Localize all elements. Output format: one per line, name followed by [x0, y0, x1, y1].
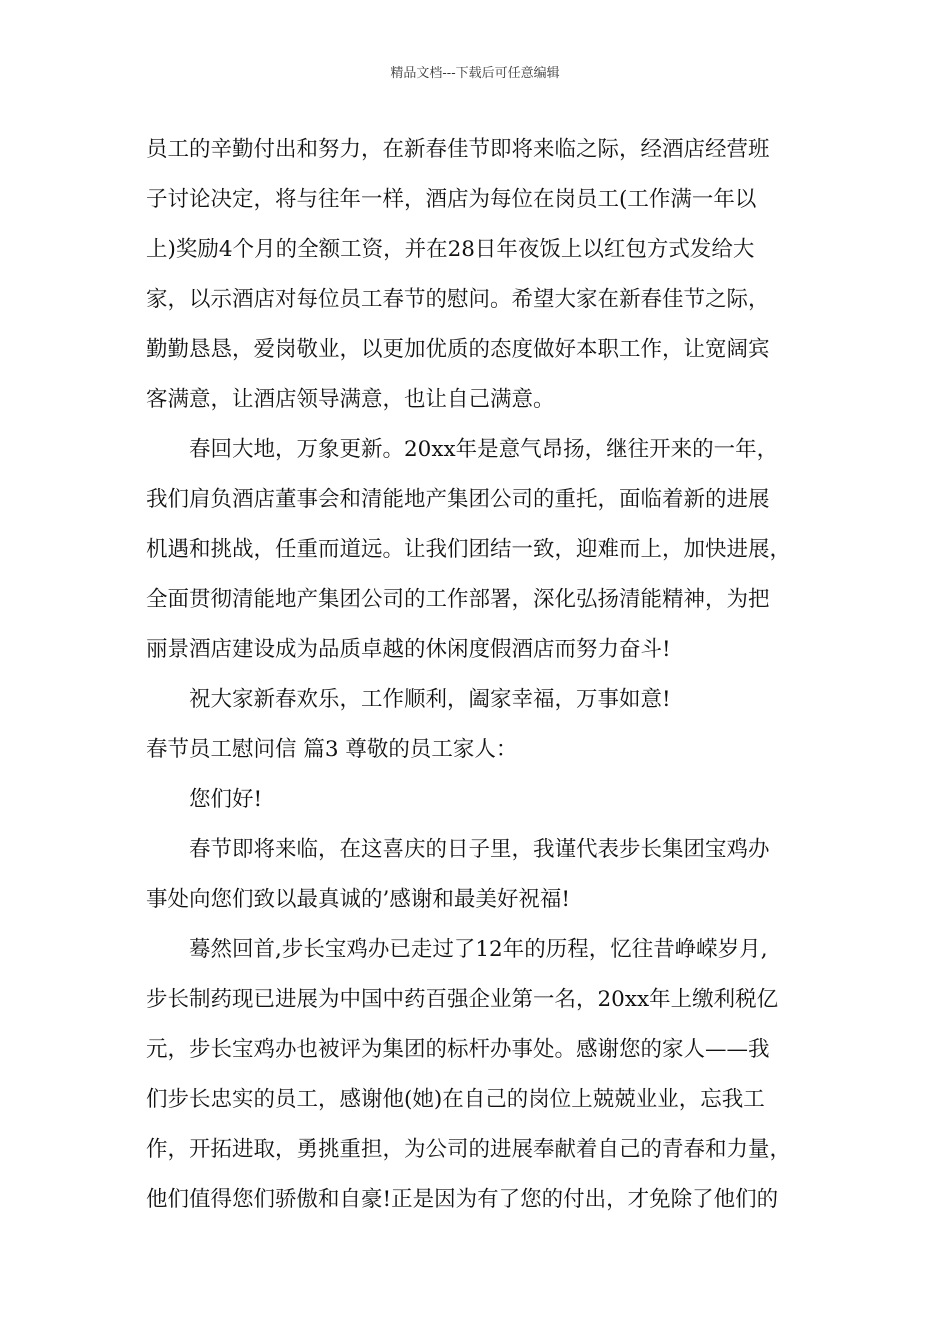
text-line: 蓦然回首,步长宝鸡办已走过了12年的历程，忆往昔峥嵘岁月,: [189, 937, 768, 962]
text-line: 家，以示酒店对每位员工春节的慰问。希望大家在新春佳节之际，: [146, 287, 770, 312]
text-line: 您们好!: [189, 787, 263, 812]
text-line: 春节员工慰问信 篇3 尊敬的员工家人：: [146, 737, 518, 762]
text-line: 勤勤恳恳，爱岗敬业，以更加优质的态度做好本职工作，让宽阔宾: [146, 337, 770, 362]
text-line: 作，开拓进取，勇挑重担，为公司的进展奉献着自己的青春和力量，: [146, 1137, 792, 1162]
text-line: 客满意，让酒店领导满意，也让自己满意。: [146, 387, 555, 412]
text-line: 步长制药现已进展为中国中药百强企业第一名，20xx年上缴利税亿: [146, 987, 779, 1012]
text-line: 我们肩负酒店董事会和清能地产集团公司的重托，面临着新的进展: [146, 487, 770, 512]
text-line: 员工的辛勤付出和努力，在新春佳节即将来临之际，经酒店经营班: [146, 137, 770, 162]
text-line: 子讨论决定，将与往年一样，酒店为每位在岗员工(工作满一年以: [146, 187, 757, 212]
page-header: 精品文档---下载后可任意编辑: [390, 66, 560, 81]
text-line: 春节即将来临，在这喜庆的日子里，我谨代表步长集团宝鸡办: [189, 837, 770, 862]
text-line: 事处向您们致以最真诚的’感谢和最美好祝福!: [146, 887, 570, 912]
text-line: 祝大家新春欢乐，工作顺利，阖家幸福，万事如意!: [189, 687, 671, 712]
text-line: 机遇和挑战，任重而道远。让我们团结一致，迎难而上，加快进展，: [146, 537, 792, 562]
text-line: 全面贯彻清能地产集团公司的工作部署，深化弘扬清能精神，为把: [146, 587, 770, 612]
text-line: 们步长忠实的员工，感谢他(她)在自己的岗位上兢兢业业，忘我工: [146, 1087, 765, 1112]
text-line: 丽景酒店建设成为品质卓越的休闲度假酒店而努力奋斗!: [146, 637, 671, 662]
text-line: 元，步长宝鸡办也被评为集团的标杆办事处。感谢您的家人——我: [146, 1037, 770, 1062]
text-line: 春回大地，万象更新。20xx年是意气昂扬，继往开来的一年，: [189, 437, 779, 462]
text-line: 上)奖励4个月的全额工资，并在28日年夜饭上以红包方式发给大: [146, 237, 755, 262]
document-body: [146, 125, 826, 1225]
text-line: 他们值得您们骄傲和自豪!正是因为有了您的付出，才免除了他们的: [146, 1187, 779, 1212]
